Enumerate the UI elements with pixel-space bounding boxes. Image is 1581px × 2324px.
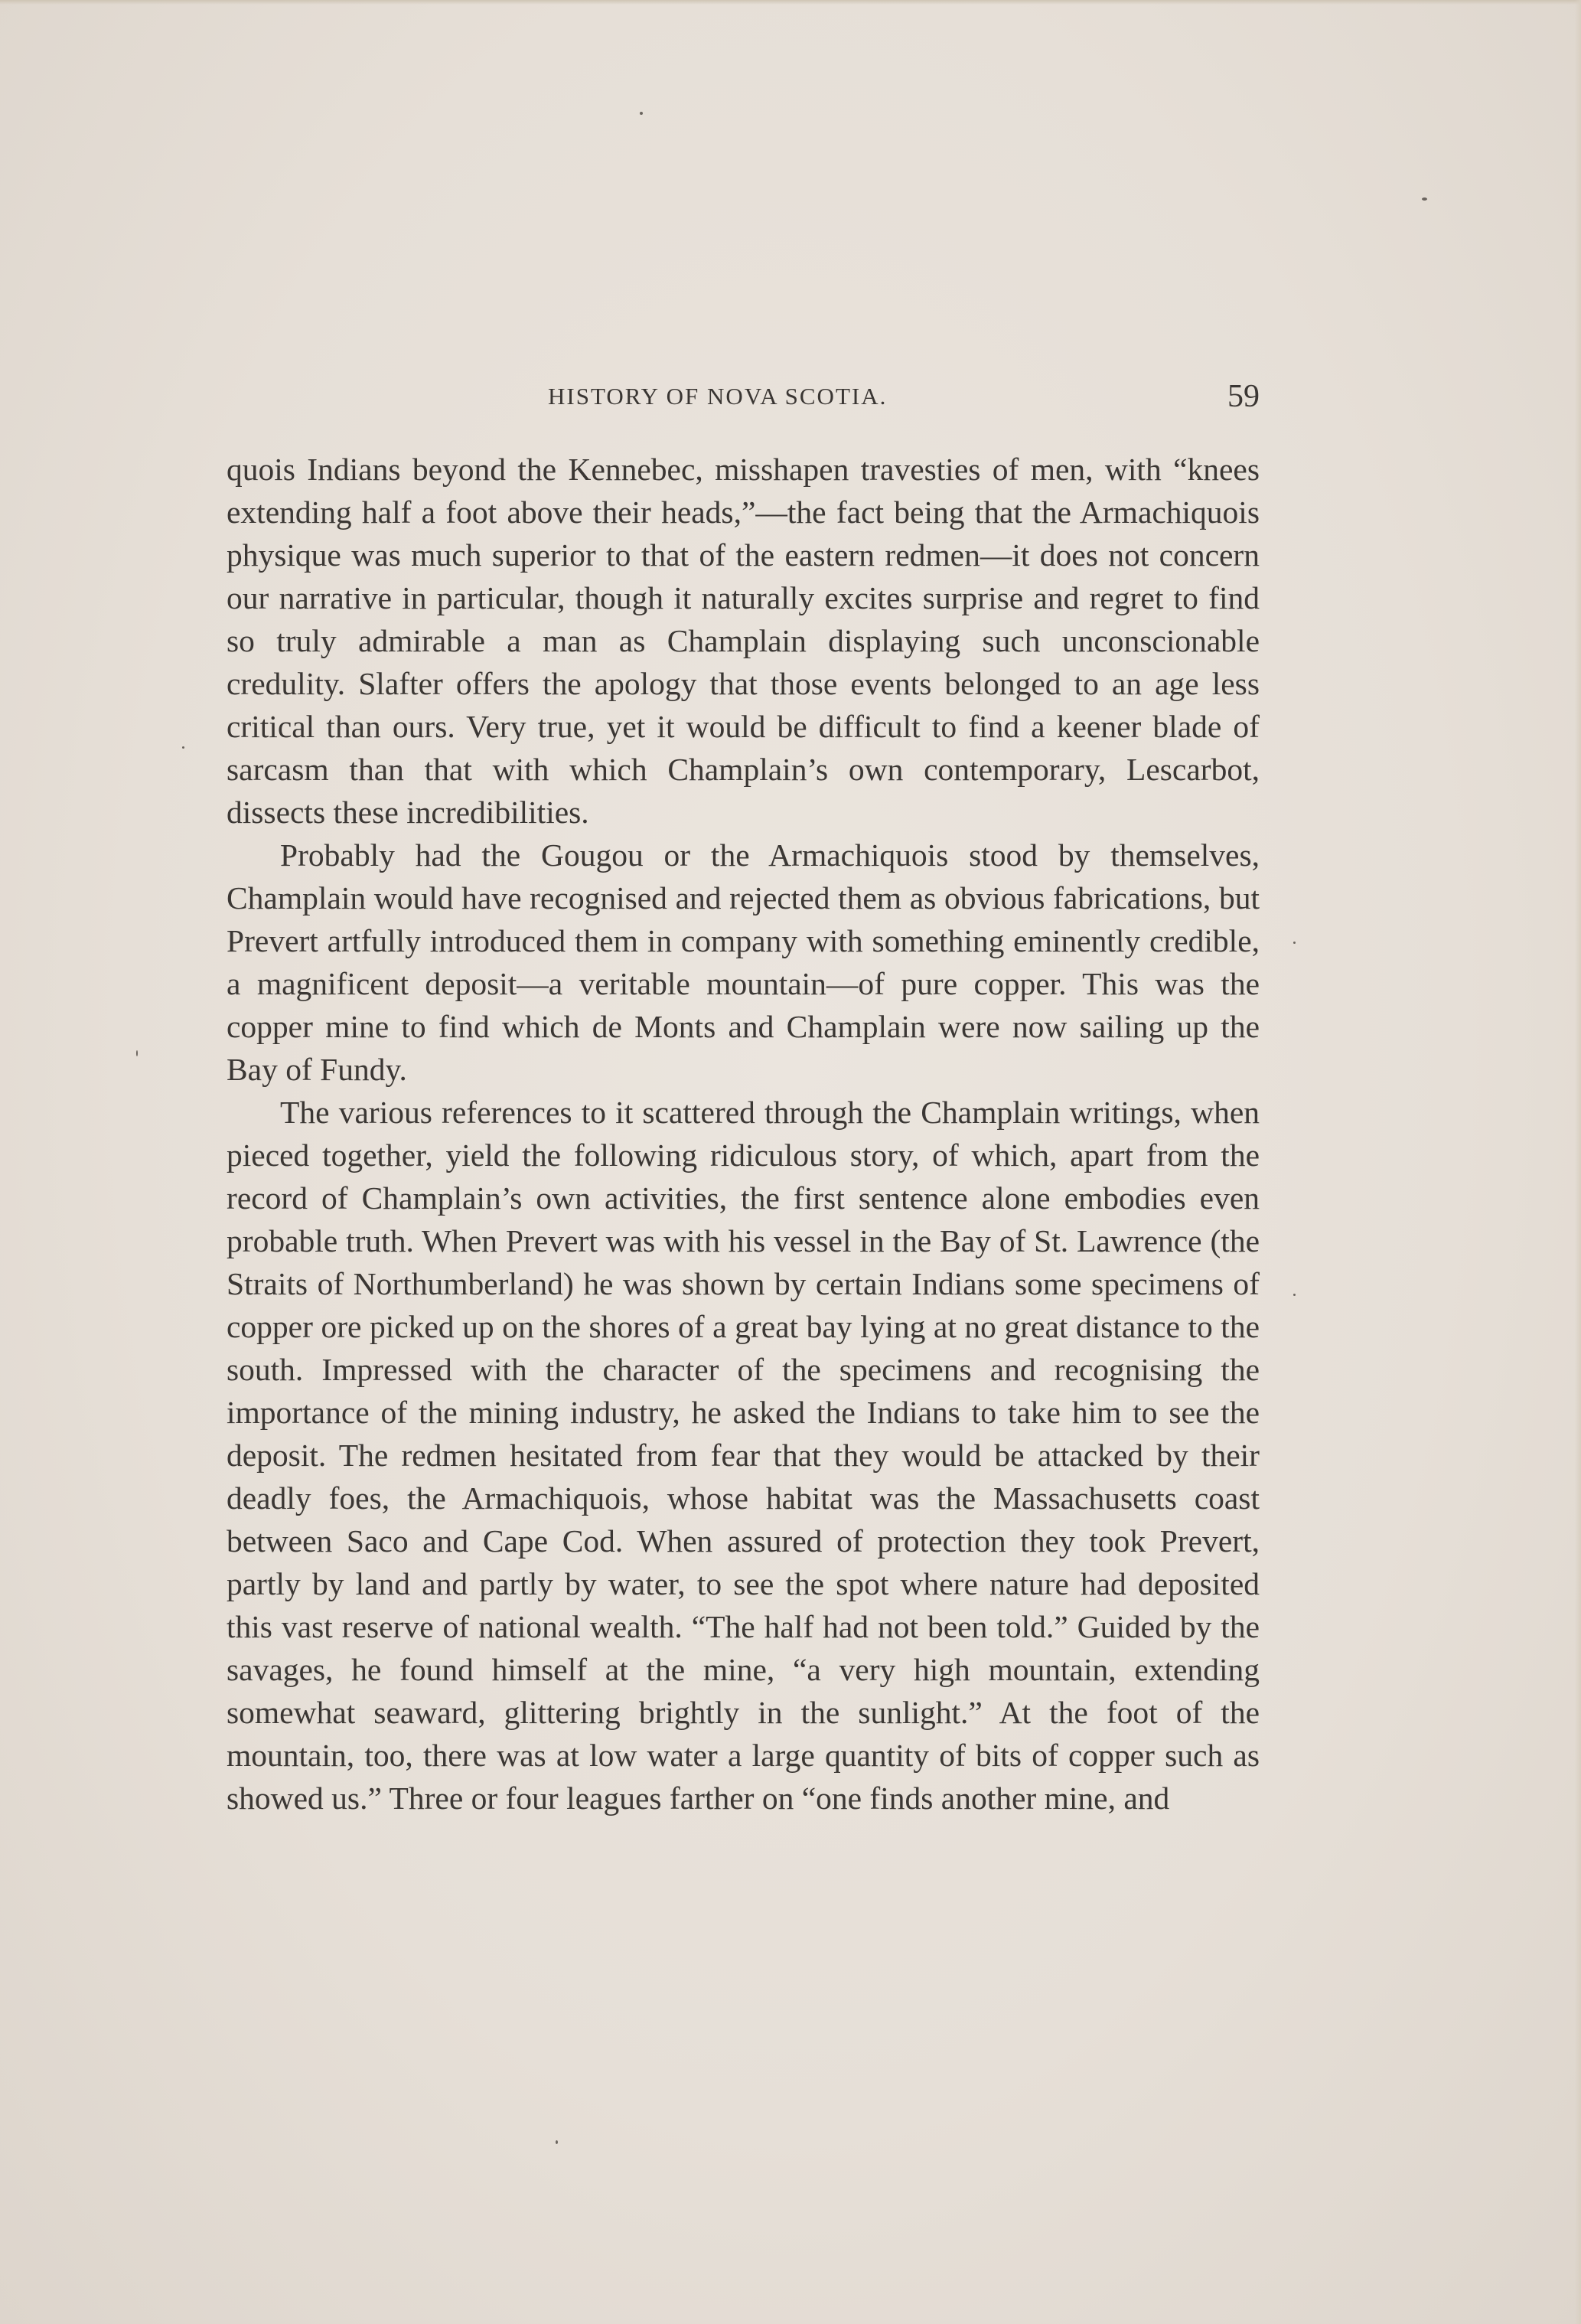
paragraph-3: The various references to it scattered through the Champlain writings, when pieced together, yield the following ridiculous story, of which, apart from the record of Champlain’s own activities, the first sentence alone embodies even probable truth. When Prevert was with his vessel in the Bay of St. Lawrence (the Straits of Northumberland) he was shown by certain Indians some specimens of copper ore picked up on the shores of a great bay lying at no great distance to the south. Impressed with the character of the specimens and recognising the importance of the mining industry, he asked the Indians to take him to see the deposit. The redmen hesitated from fear that they would be attacked by their deadly foes, the Armachiquois, whose habitat was the Massachusetts coast between Saco and Cape Cod. When assured of protection they took Prevert, partly by land and partly by water, to see the spot where nature had deposited this vast reserve of national wealth. “The half had not been told.” Guided by the savages, he found himself at the mine, “a very high mountain, extending somewhat seaward, glittering brightly in the sunlight.” At the foot of the mountain, too, there was at low water a large quantity of bits of copper such as showed us.” Three or four leagues farther on “one finds another mine, and	[227, 1095, 1260, 1816]
body-text	[227, 448, 1260, 1820]
paragraph-2: Probably had the Gougou or the Armachiquois stood by themselves, Champlain would have recognised and rejected them as obvious fabrications, but Prevert artfully introduced them in company with something eminently credible, a magnificent deposit—a veritable mountain—of pure copper. This was the copper mine to find which de Monts and Champlain were now sailing up the Bay of Fundy.	[227, 837, 1260, 1087]
paper-speck	[556, 2140, 558, 2144]
paper-speck	[1293, 942, 1296, 944]
page-top-edge	[0, 0, 1581, 5]
paper-speck	[1293, 1294, 1296, 1296]
paper-speck	[182, 746, 184, 749]
page-number: 59	[1227, 379, 1260, 414]
running-header	[227, 378, 1260, 424]
paper-speck	[1422, 197, 1427, 201]
running-title: HISTORY OF NOVA SCOTIA.	[548, 383, 888, 410]
paper-speck	[136, 1050, 138, 1056]
page-right-edge	[1575, 0, 1581, 2324]
paragraph-1: quois Indians beyond the Kennebec, misshapen travesties of men, with “knees extending half a foot above their heads,”—the fact being that the Armachiquois physique was much superior to that of the eastern redmen—it does not concern our narrative in particular, though it naturally excites surprise and regret to find so truly admirable a man as Champlain displaying such unconscionable credulity. Slafter offers the apology that those events belonged to an age less critical than ours. Very true, yet it would be difficult to find a keener blade of sarcasm than that with which Champlain’s own contemporary, Lescarbot, dissects these incredibilities.	[227, 452, 1260, 830]
paper-speck	[640, 112, 643, 115]
